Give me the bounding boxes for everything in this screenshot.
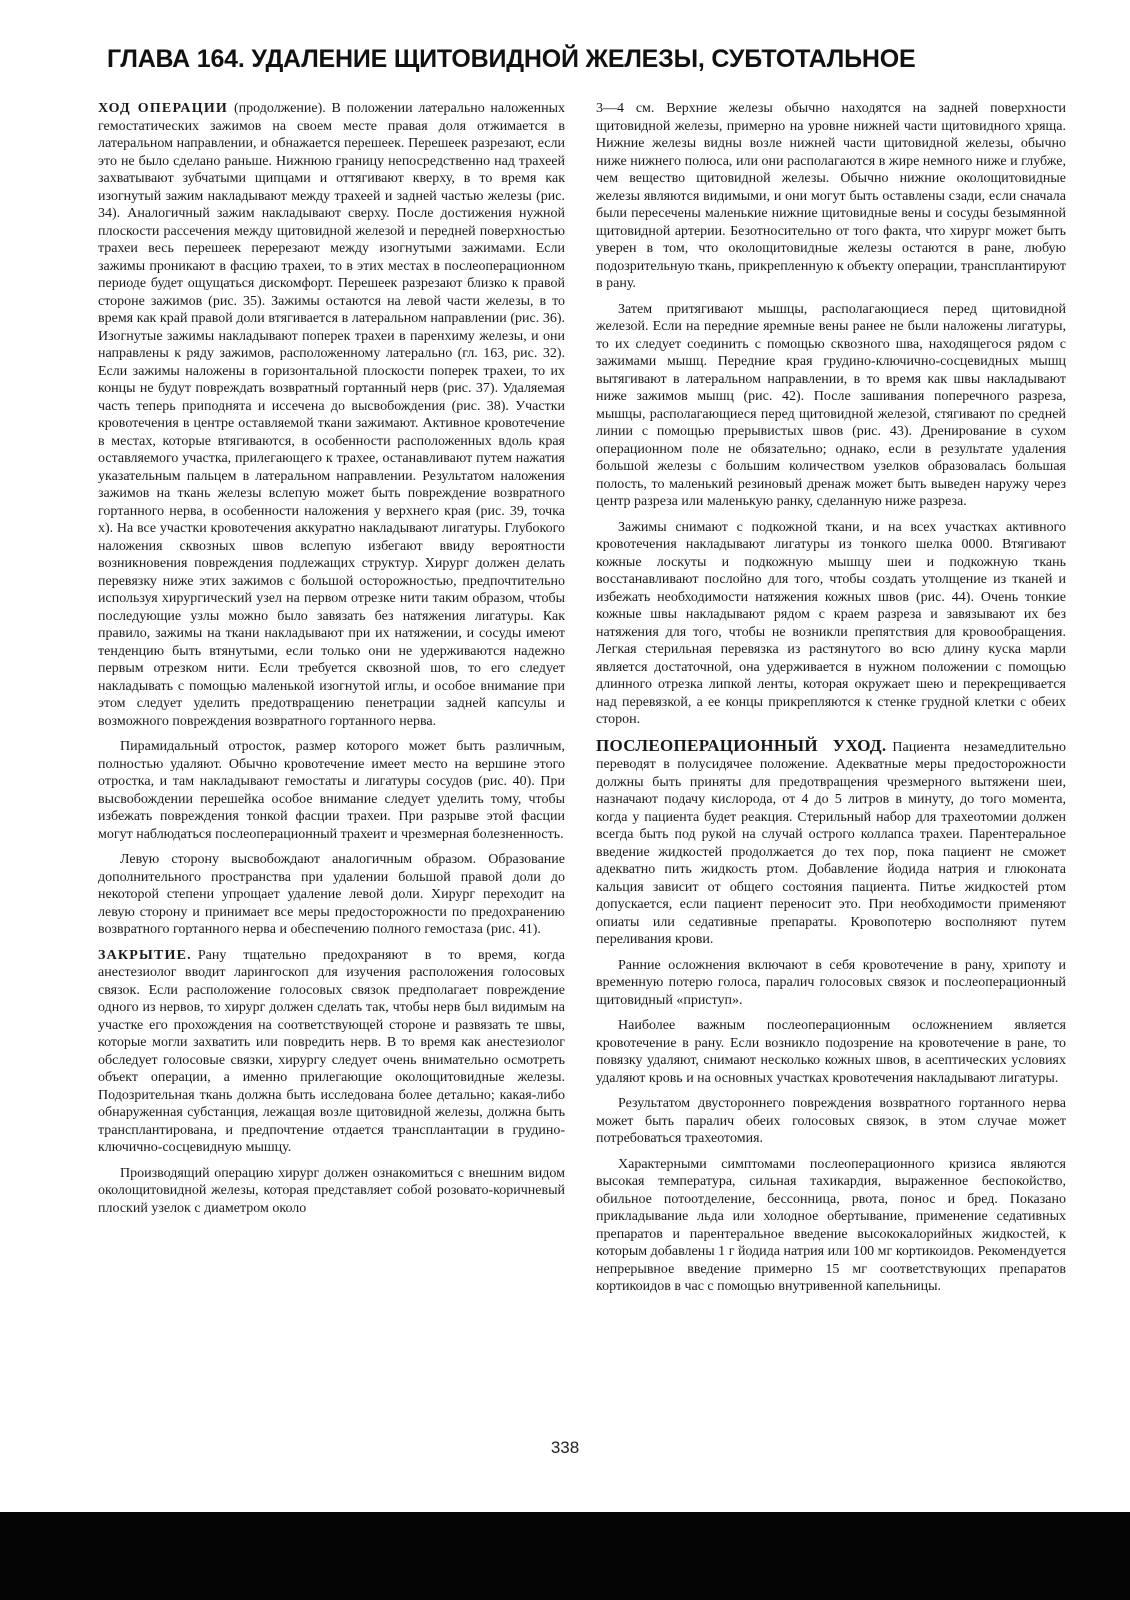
page-number: 338: [550, 1438, 580, 1457]
postop-text: Пациента незамедлительно переводят в полусидячее положение. Адекватные меры предосторожности должны быть приняты для предотвращения чрезмерного вытяжени шеи, назначают подачу кислорода, от 4 до 5 литров в минуту, до того момента, когда у пациента будет реакция. Стерильный набор для трахеотомии должен всегда быть под рукой на случай острого коллапса трахеи. Парентеральное введение жидкостей продолжается до тех пор, пока пациент не сможет адекватно пить жидкость ртом. Добавление йодида натрия и глюконата кальция зависит от общего состояния пациента. Питье жидкостей ртом допускается, если пациент переносит это. При необходимости применяют опиаты или седативные препараты. Кровопотерю восполняют путем переливания крови.: [596, 739, 1066, 947]
operation-heading: ХОД ОПЕРАЦИИ: [98, 101, 228, 116]
closure-heading: ЗАКРЫТИЕ.: [98, 947, 192, 963]
pyramidal-paragraph: Пирамидальный отросток, размер которого может быть различным, полностью удаляют. Обычно кровотечение имеет место на вершине этого отростка, и там накладывают гемостаты и лигатуры сосудов (рис. 40). При высвобождении перешейка особое внимание следует уделить тому, чтобы избежать повреждения тонкой фасции трахеи. При разрыве этой фасции могут наблюдаться послеоперационный трахеит и чрезмерная болезненность.: [98, 739, 565, 842]
clamps-paragraph: Зажимы снимают с подкожной ткани, и на всех участках активного кровотечения накладывают лигатуры из тонкого шелка 0000. Втягивают кожные лоскуты и подкожную мышцу шеи и подкожную ткань восстанавливают послойно для того, чтобы создать утолщение из тканей и избежать необходимости натяжения кожных швов (рис. 44). Очень тонкие кожные швы накладывают рядом с краем разреза и завязывают их без натяжения для того, чтобы не возникли препятствия для кровообращения. Легкая стерильная перевязка из растянутого во всю длину куска марли является достаточной, она удерживается в нужном положении с помощью длинного отрезка липкой ленты, которая окружает шею и перекрещивается над перевязкой, а ее концы прикрепляются к стенке грудной клетки с обеих сторон.: [596, 519, 1066, 727]
scan-bottom-border: [0, 1512, 1130, 1600]
muscles-paragraph: Затем притягивают мышцы, располагающиеся перед щитовидной железой. Если на передние яремные вены ранее не были наложены лигатуры, то их следует соединить с помощью сквозного шва, находящегося рядом с зажимами мышц. Передние края грудино-ключично-сосцевидных мышц вытягивают в латеральном направлении, в то время как швы накладывают ниже зажимов мышц (рис. 42). После зашивания поперечного разреза, мышцы, располагающиеся перед щитовидной железой, стягивают по средней линии с помощью прерывистых швов (рис. 43). Дренирование в сухом операционном поле не обязательно; однако, если в результате удаления большой железы с большим количеством узелков образовалась большая полость, то маленький резиновый дренаж может быть выведен наружу через центр разреза или маленькую ранку, сделанную ниже разреза.: [596, 301, 1066, 509]
right-column: [596, 100, 1066, 1460]
early-complications-paragraph: Ранние осложнения включают в себя кровотечение в рану, хрипоту и временную потерю голоса, паралич голосовых связок и послеоперационный щитовидный «приступ».: [596, 957, 1066, 1008]
closure-text: Рану тщательно предохраняют в то время, когда анестезиолог вводит ларингоскоп для изучения расположения голосовых связок. Если расположение голосовых связок предполагает повреждение одного из нервов, то хирург должен сделать так, чтобы нерв был видимым на участке его прохождения на соответствующей стороне и развязать те швы, которые могли захватить или повредить нерв. В то время как анестезиолог обследует голосовые связки, хирургу следует очень внимательно осмотреть объект операции, а именно прилегающие околощитовидные железы. Подозрительная ткань должна быть исследована более детально; какая-либо обнаруженная субстанция, лежащая возле щитовидной железы, должна быть трансплантирована, и предпочтение отдается трансплантации в грудино-ключично-сосцевидную мышцу.: [98, 947, 565, 1155]
left-side-paragraph: Левую сторону высвобождают аналогичным образом. Образование дополнительного пространства при удалении большой правой доли до некоторой степени упрощает удаление левой доли. Хирург переходит на левую сторону и принимает все меры предосторожности по предохранению возвратного гортанного нерва и обеспечению полного гемостаза (рис. 41).: [98, 852, 565, 937]
parathyroid-continuation-paragraph: 3—4 см. Верхние железы обычно находятся на задней поверхности щитовидной железы, примерно на уровне нижней части щитовидного хряща. Нижние железы видны возле нижней части щитовидной железы, обычно ниже нижнего полюса, или они располагаются в жире немного ниже и глубже, чем вещество щитовидной железы. Обычно нижние околощитовидные железы являются видимыми, и они могут быть оставлены сзади, если сначала были пересечены маленькие нижние щитовидные вены и сосуды безымянной щитовидной артерии. Безотносительно от того факта, что хирург может быть уверен в том, что околощитовидные железы остаются в ране, любую подозрительную ткань, прикрепленную к объекту операции, трансплантируют в рану.: [596, 101, 1066, 291]
operation-text: (продолжение). В положении латерально наложенных гемостатических зажимов на своем месте правая доля отжимается в латеральном направлении, и обнажается перешеек. Перешеек разрезают, если это не было сделано раньше. Нижнюю границу непосредственно над трахеей захватывают зубчатыми щипцами и оттягивают кверху, в то время как изогнутый зажим накладывают между трахеей и задней частью железы (рис. 34). Аналогичный зажим накладывают сверху. После достижения нужной плоскости рассечения между щитовидной железой и передней поверхностью трахеи весь перешеек перерезают между изогнутыми зажимами. Если зажимы проникают в фасцию трахеи, то в этих местах в послеоперационном периоде будет ощущаться дискомфорт. Перешеек разрезают близко к правой стороне зажимов (рис. 35). Зажимы остаются на левой части железы, в то время как край правой доли втягивается в латеральном направлении (рис. 36). Изогнутые зажимы накладывают поперек трахеи в паренхиму железы, и они направлены к ряду зажимов, расположенному латерально (гл. 163, рис. 32). Если зажимы наложены в горизонтальной плоскости поперек трахеи, то их концы не будут повреждать возвратный гортанный нерв (рис. 37). Удаляемая часть теперь приподнята и иссечена до высвобождения (рис. 38). Участки кровотечения в центре оставляемой ткани зажимают. Активное кровотечение в местах, которые втягиваются, в особенности расположенных вдоль края оставляемого участка, прилегающего к трахее, останавливают путем нажатия указательным пальцем в латеральном направлении. Результатом наложения зажимов на ткань железы вслепую может быть повреждение возвратного гортанного нерва, в особенности наложения у верхнего края (рис. 39, точка х). На все участки кровотечения аккуратно накладывают лигатуры. Глубокого наложения сквозных швов вслепую избегают ввиду вероятности возникновения повреждения подлежащих структур. Хирург должен делать перевязку ниже этих зажимов с большой осторожностью, предпочтительно используя хирургический узел на первом отрезке нити таким образом, чтобы последующие узлы можно было завязать без натяжения лигатуры. Как правило, зажимы на ткани накладывают при их натяжении, и сосуды имеют тенденцию быть втянутыми, если только они не удерживаются надежно первым отрезком нити. Если требуется сквозной шов, то его следует накладывать с помощью маленькой изогнутой иглы, и особое внимание при этом следует уделить предотвращению пенетрации задней капсулы и возможного повреждения возвратного гортанного нерва.: [98, 101, 565, 729]
crisis-paragraph: Характерными симптомами послеоперационного кризиса являются высокая температура, сильная тахикардия, выраженное беспокойство, обильное потоотделение, бессонница, рвота, понос и бред. Показано прикладывание льда или холодное обертывание, применение седативных препаратов и парентеральное введение высококалорийных жидкостей, к которым добавлены 1 г йодида натрия или 100 мг кортикоидов. Рекомендуется непрерывное введение примерно 15 мг соответствующих препаратов кортикоидов в час с помощью внутривенной капельницы.: [596, 1156, 1066, 1294]
chapter-title: ГЛАВА 164. УДАЛЕНИЕ ЩИТОВИДНОЙ ЖЕЛЕЗЫ, СУБТОТАЛЬНОЕ: [107, 45, 916, 73]
postop-heading: ПОСЛЕОПЕРАЦИОННЫЙ УХОД.: [596, 735, 887, 755]
operation-paragraph: [98, 100, 565, 730]
closure-paragraph: [98, 947, 565, 1157]
parathyroid-intro-paragraph: Производящий операцию хирург должен ознакомиться с внешним видом околощитовидной железы, которая представляет собой розовато-коричневый плоский узелок с диаметром около: [98, 1165, 565, 1216]
postop-paragraph: [596, 737, 1066, 949]
left-column: [98, 100, 565, 1460]
bleeding-paragraph: Наиболее важным послеоперационным осложнением является кровотечение в рану. Если возникло подозрение на кровотечение в ране, то повязку удаляют, снимают несколько кожных швов, в асептических условиях удаляют кровь и на основных участках кровотечения накладывают лигатуры.: [596, 1018, 1066, 1086]
bilateral-paragraph: Результатом двустороннего повреждения возвратного гортанного нерва может быть паралич обеих голосовых связок, в этом случае может потребоваться трахеотомия.: [596, 1096, 1066, 1146]
